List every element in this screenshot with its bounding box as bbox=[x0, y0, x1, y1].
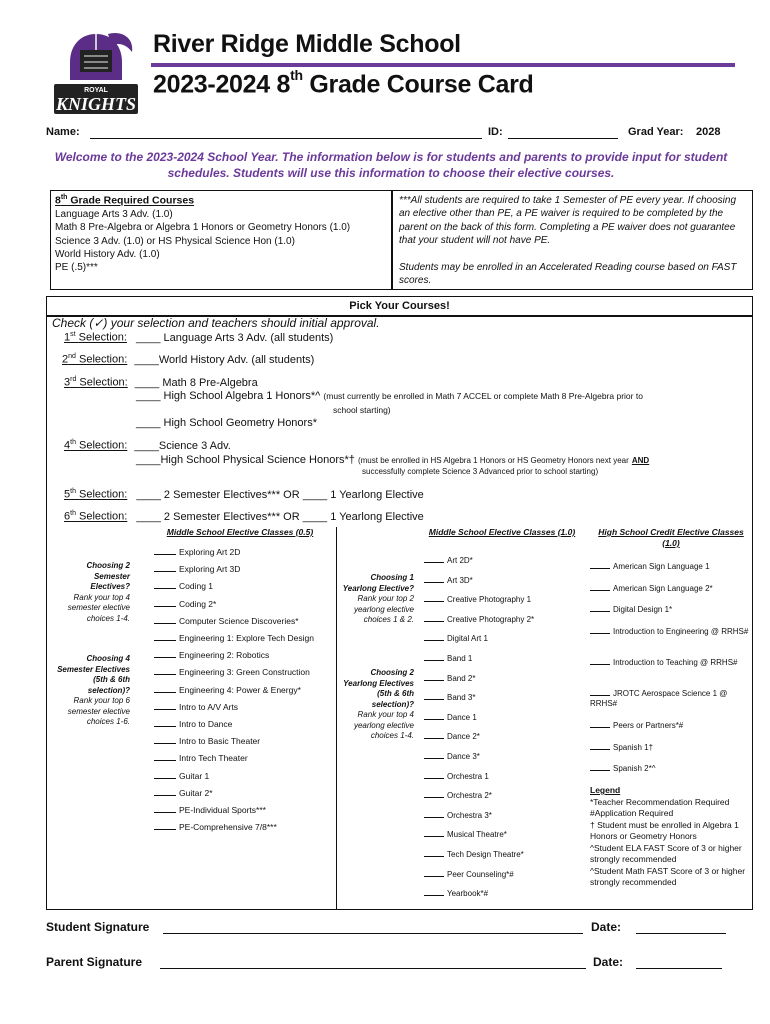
hs-elective-option[interactable] bbox=[590, 742, 750, 753]
elective-option[interactable] bbox=[154, 822, 277, 833]
elective-option[interactable] bbox=[424, 888, 488, 899]
elective-label: Orchestra 2* bbox=[447, 791, 492, 801]
legend bbox=[590, 785, 750, 889]
semester-note-1-body: Rank your top 4 semester elective choices 1-4. bbox=[67, 592, 130, 623]
legend-item: ^Student ELA FAST Score of 3 or higher strongly recommended bbox=[590, 842, 742, 864]
elective-option[interactable] bbox=[154, 650, 269, 661]
rank-blank[interactable] bbox=[424, 633, 444, 641]
rank-blank[interactable] bbox=[154, 581, 176, 589]
student-signature-label: Student Signature bbox=[46, 920, 150, 934]
elective-label: Computer Science Discoveries* bbox=[179, 615, 299, 626]
semester-note-2 bbox=[54, 654, 130, 728]
elective-label: Peers or Partners*# bbox=[613, 721, 684, 730]
hs-elective-option[interactable] bbox=[590, 626, 750, 637]
elective-label: Digital Design 1* bbox=[613, 605, 673, 614]
selection-5[interactable] bbox=[64, 488, 424, 501]
elective-option[interactable] bbox=[154, 805, 266, 816]
elective-option[interactable] bbox=[424, 653, 472, 664]
elective-option[interactable] bbox=[154, 599, 216, 610]
school-name: River Ridge Middle School bbox=[153, 30, 461, 58]
elective-option[interactable] bbox=[154, 702, 238, 713]
rank-blank[interactable] bbox=[424, 829, 444, 837]
elective-label: Engineering 1: Explore Tech Design bbox=[179, 633, 314, 643]
rank-blank[interactable] bbox=[590, 626, 610, 634]
parent-date-field[interactable] bbox=[636, 968, 722, 969]
elective-label: Spanish 2*^ bbox=[613, 764, 656, 773]
id-label: ID: bbox=[488, 126, 503, 138]
pe-note: ***All students are required to take 1 Semester of PE every year. If choosing an elective other than PE, a PE waiver is required to be completed by the parent on the back of this form. Completing a PE waiver does not guarantee that your student will not have PE. bbox=[399, 195, 737, 246]
elective-option[interactable] bbox=[154, 633, 314, 644]
rank-blank[interactable] bbox=[590, 763, 610, 771]
elective-option[interactable] bbox=[154, 581, 213, 592]
elective-label: Exploring Art 2D bbox=[179, 547, 241, 557]
required-course: World History Adv. (1.0) bbox=[55, 248, 160, 260]
elective-label: Musical Theatre* bbox=[447, 830, 507, 840]
elective-label: Band 3* bbox=[447, 693, 476, 703]
selection-1-label: 1st Selection: bbox=[64, 331, 127, 344]
semester-note-2-title: Choosing 4 Semester Electives (5th & 6th selection)? bbox=[57, 654, 130, 695]
legend-item: † Student must be enrolled in Algebra 1 Honors or Geometry Honors bbox=[590, 819, 739, 841]
yearlong-note-2-title: Choosing 2 Yearlong Electives (5th & 6th selection)? bbox=[343, 668, 414, 709]
rank-blank[interactable] bbox=[424, 771, 444, 779]
parent-signature-field[interactable] bbox=[160, 968, 586, 969]
hs-elective-option[interactable] bbox=[590, 763, 750, 774]
elective-label: Guitar 1 bbox=[179, 770, 210, 781]
selection-1[interactable] bbox=[64, 331, 333, 344]
selection-6-label: 6th Selection: bbox=[64, 510, 128, 523]
elective-label: Orchestra 1 bbox=[447, 771, 489, 781]
school-logo bbox=[50, 28, 142, 120]
elective-label: Digital Art 1 bbox=[447, 634, 488, 644]
hs-elective-option[interactable] bbox=[590, 657, 750, 668]
rank-blank[interactable] bbox=[424, 751, 444, 759]
elective-label: Exploring Art 3D bbox=[179, 564, 241, 575]
elective-label: PE-Comprehensive 7/8*** bbox=[179, 822, 277, 833]
title-rule bbox=[151, 63, 735, 67]
yearlong-note-1-title: Choosing 1 Yearlong Elective? bbox=[342, 573, 414, 593]
selection-3-option-b[interactable] bbox=[136, 390, 643, 402]
grad-year-value: 2028 bbox=[696, 126, 721, 138]
selection-2-text: ____World History Adv. (all students) bbox=[134, 353, 315, 366]
elective-label: Peer Counseling*# bbox=[447, 869, 514, 879]
elective-option[interactable] bbox=[424, 849, 524, 860]
name-field[interactable] bbox=[90, 138, 482, 139]
rank-blank[interactable] bbox=[590, 583, 610, 591]
elective-option[interactable] bbox=[424, 810, 492, 821]
req-title-sup: th bbox=[60, 194, 68, 201]
rank-blank[interactable] bbox=[590, 561, 610, 569]
rank-blank[interactable] bbox=[424, 869, 444, 877]
elective-option[interactable] bbox=[154, 736, 260, 747]
elective-label: PE-Individual Sports*** bbox=[179, 805, 266, 815]
elective-option[interactable] bbox=[424, 712, 477, 723]
grad-year-label: Grad Year: bbox=[628, 126, 684, 138]
rank-blank[interactable] bbox=[424, 692, 444, 700]
rank-blank[interactable] bbox=[424, 712, 444, 720]
rank-blank[interactable] bbox=[424, 673, 444, 681]
elective-label: Yearbook*# bbox=[447, 889, 489, 899]
selection-3-option-b-note: (must currently be enrolled in Math 7 ACCEL or complete Math 8 Pre-Algebra prior to bbox=[323, 391, 643, 401]
elective-option[interactable] bbox=[154, 788, 213, 799]
selection-2[interactable] bbox=[62, 353, 314, 366]
rank-blank[interactable] bbox=[424, 790, 444, 798]
selection-4[interactable] bbox=[64, 439, 231, 452]
hs-elective-option[interactable] bbox=[590, 720, 750, 731]
selection-3-option-a: ____ Math 8 Pre-Algebra bbox=[134, 376, 258, 389]
elective-label: American Sign Language 1 bbox=[613, 562, 710, 571]
elective-option[interactable] bbox=[154, 753, 248, 764]
column-divider bbox=[336, 527, 337, 909]
semester-electives-heading: Middle School Elective Classes (0.5) bbox=[166, 527, 314, 537]
rank-blank[interactable] bbox=[590, 742, 610, 750]
hs-elective-option[interactable] bbox=[590, 688, 750, 709]
required-courses-list bbox=[55, 208, 350, 274]
rank-blank[interactable] bbox=[154, 719, 176, 727]
rank-blank[interactable] bbox=[154, 805, 176, 813]
elective-label: Intro to Dance bbox=[179, 719, 233, 729]
selection-instruction: Check (✓) your selection and teachers should initial approval. bbox=[52, 316, 380, 330]
card-title-sup: th bbox=[290, 67, 303, 83]
selection-6-text: ____ 2 Semester Electives*** OR ____ 1 Yearlong Elective bbox=[136, 510, 424, 523]
selection-3[interactable] bbox=[64, 376, 258, 389]
selection-4-option-b-note: (must be enrolled in HS Algebra 1 Honors or HS Geometry Honors next year bbox=[357, 456, 629, 465]
student-date-label: Date: bbox=[591, 920, 622, 934]
legend-item: #Application Required bbox=[590, 808, 674, 818]
rank-blank[interactable] bbox=[424, 731, 444, 739]
rank-blank[interactable] bbox=[154, 667, 176, 675]
welcome-message: Welcome to the 2023-2024 School Year. The information below is for students and parents to provide input for student schedules. Students will use this information to choose their elective courses. bbox=[54, 150, 728, 180]
elective-label: Introduction to Engineering @ RRHS# bbox=[613, 627, 749, 636]
req-title-post: Grade Required Courses bbox=[67, 194, 195, 207]
name-label: Name: bbox=[46, 126, 80, 138]
elective-option[interactable] bbox=[424, 692, 475, 703]
selection-1-text: ____ Language Arts 3 Adv. (all students) bbox=[136, 331, 334, 344]
semester-note-2-body: Rank your top 6 semester elective choices 1-6. bbox=[67, 696, 130, 726]
semester-note-1-title: Choosing 2 Semester Electives? bbox=[86, 561, 130, 591]
rank-blank[interactable] bbox=[590, 688, 610, 696]
rank-blank[interactable] bbox=[154, 547, 176, 555]
rank-blank[interactable] bbox=[590, 720, 610, 728]
rank-blank[interactable] bbox=[590, 657, 610, 665]
elective-option[interactable] bbox=[154, 616, 299, 627]
elective-option[interactable] bbox=[424, 829, 507, 840]
selection-5-text: ____ 2 Semester Electives*** OR ____ 1 Yearlong Elective bbox=[136, 488, 424, 501]
elective-option[interactable] bbox=[424, 751, 480, 762]
elective-option[interactable] bbox=[424, 633, 488, 644]
elective-label: Dance 1 bbox=[447, 712, 477, 722]
yearlong-note-2-body: Rank your top 4 yearlong elective choices 1-4. bbox=[353, 710, 414, 740]
rank-blank[interactable] bbox=[154, 616, 176, 624]
yearlong-electives-heading: Middle School Elective Classes (1.0) bbox=[428, 527, 576, 537]
elective-label: American Sign Language 2* bbox=[613, 584, 713, 593]
elective-label: Introduction to Teaching @ RRHS# bbox=[613, 658, 738, 667]
yearlong-note-2 bbox=[340, 668, 414, 742]
required-course: Math 8 Pre-Algebra or Algebra 1 Honors or Geometry Honors (1.0) bbox=[55, 222, 351, 234]
rank-blank[interactable] bbox=[154, 753, 176, 761]
hs-credit-electives-heading: High School Credit Elective Classes (1.0) bbox=[598, 527, 744, 548]
selection-3-option-b-note2: school starting) bbox=[333, 405, 391, 415]
elective-label: Intro to Basic Theater bbox=[179, 736, 261, 747]
elective-label: Creative Photography 2* bbox=[447, 614, 535, 624]
elective-option[interactable] bbox=[154, 547, 240, 558]
pick-courses-title: Pick Your Courses! bbox=[46, 296, 753, 316]
rank-blank[interactable] bbox=[590, 604, 610, 612]
required-course: Language Arts 3 Adv. (1.0) bbox=[55, 209, 173, 220]
selection-4-option-b-text: ____High School Physical Science Honors*† bbox=[136, 454, 355, 466]
yearlong-note-1 bbox=[340, 573, 414, 626]
rank-blank[interactable] bbox=[154, 771, 176, 779]
elective-option[interactable] bbox=[424, 771, 489, 782]
elective-label: Dance 3* bbox=[447, 752, 480, 761]
required-course: PE (.5)*** bbox=[55, 262, 98, 274]
elective-label: Tech Design Theatre* bbox=[447, 850, 524, 859]
legend-item: ^Student Math FAST Score of 3 or higher strongly recommended bbox=[590, 865, 746, 887]
elective-label: Engineering 2: Robotics bbox=[179, 650, 270, 661]
rank-blank[interactable] bbox=[154, 822, 176, 830]
hs-elective-option[interactable] bbox=[590, 561, 750, 572]
selection-4-option-b-note2: successfully complete Science 3 Advanced prior to school starting) bbox=[362, 467, 599, 476]
rank-blank[interactable] bbox=[154, 702, 176, 710]
elective-option[interactable] bbox=[424, 790, 492, 801]
elective-option[interactable] bbox=[424, 594, 531, 605]
elective-label: Art 2D* bbox=[447, 556, 473, 565]
rank-blank[interactable] bbox=[424, 888, 444, 896]
elective-option[interactable] bbox=[154, 771, 209, 782]
selection-4-label: 4th Selection: bbox=[64, 439, 128, 452]
elective-label: Dance 2* bbox=[447, 732, 480, 742]
elective-option[interactable] bbox=[154, 685, 301, 696]
elective-label: JROTC Aerospace Science 1 @ RRHS# bbox=[590, 689, 728, 708]
hs-elective-option[interactable] bbox=[590, 604, 750, 615]
selection-2-label: 2nd Selection: bbox=[62, 353, 128, 366]
elective-label: Band 2* bbox=[447, 673, 476, 683]
selection-3-option-c[interactable]: ____ High School Geometry Honors* bbox=[136, 417, 317, 429]
notes-box bbox=[392, 190, 753, 290]
rank-blank[interactable] bbox=[424, 555, 444, 563]
elective-option[interactable] bbox=[424, 555, 473, 566]
selection-4-option-b-and: AND bbox=[631, 456, 650, 465]
elective-option[interactable] bbox=[424, 731, 480, 742]
selection-3-option-b-text: ____ High School Algebra 1 Honors*^ bbox=[136, 390, 321, 402]
rank-blank[interactable] bbox=[424, 653, 444, 661]
logo-text-top: ROYAL bbox=[84, 87, 108, 94]
rank-blank[interactable] bbox=[424, 575, 444, 583]
rank-blank[interactable] bbox=[154, 564, 176, 572]
rank-blank[interactable] bbox=[424, 810, 444, 818]
elective-option[interactable] bbox=[154, 667, 310, 678]
required-course: Science 3 Adv. (1.0) or HS Physical Science Hon (1.0) bbox=[55, 235, 295, 247]
rank-blank[interactable] bbox=[154, 736, 176, 744]
elective-label: Intro Tech Theater bbox=[179, 753, 248, 764]
elective-label: Creative Photography 1 bbox=[447, 595, 532, 605]
rank-blank[interactable] bbox=[154, 685, 176, 693]
id-field[interactable] bbox=[508, 138, 618, 139]
yearlong-note-1-body: Rank your top 2 yearlong elective choices 1 & 2. bbox=[353, 594, 414, 624]
parent-date-label: Date: bbox=[593, 955, 624, 969]
rank-blank[interactable] bbox=[424, 614, 444, 622]
elective-label: Art 3D* bbox=[447, 575, 473, 585]
required-courses-box bbox=[50, 190, 392, 290]
elective-label: Coding 2* bbox=[179, 598, 217, 609]
elective-option[interactable] bbox=[154, 719, 232, 730]
parent-signature-label: Parent Signature bbox=[46, 955, 143, 969]
elective-label: Band 1 bbox=[447, 654, 473, 663]
legend-item: *Teacher Recommendation Required bbox=[590, 796, 730, 807]
req-title-pre: 8 bbox=[55, 194, 61, 207]
selection-4-option-b[interactable] bbox=[136, 454, 649, 466]
selection-6[interactable] bbox=[64, 510, 424, 523]
card-title-pre: 2023-2024 8 bbox=[153, 70, 291, 99]
card-title bbox=[153, 67, 534, 99]
elective-label: Orchestra 3* bbox=[447, 810, 492, 820]
rank-blank[interactable] bbox=[154, 599, 176, 607]
elective-option[interactable] bbox=[424, 575, 473, 586]
rank-blank[interactable] bbox=[154, 650, 176, 658]
student-date-field[interactable] bbox=[636, 933, 726, 934]
hs-elective-option[interactable] bbox=[590, 583, 750, 594]
required-courses-title bbox=[55, 194, 194, 207]
rank-blank[interactable] bbox=[154, 633, 176, 641]
elective-label: Spanish 1† bbox=[613, 743, 654, 752]
elective-option[interactable] bbox=[424, 869, 514, 880]
rank-blank[interactable] bbox=[424, 849, 444, 857]
elective-label: Engineering 3: Green Construction bbox=[179, 667, 310, 678]
legend-title: Legend bbox=[590, 785, 621, 795]
elective-option[interactable] bbox=[424, 614, 534, 625]
semester-note-1 bbox=[54, 561, 130, 624]
reading-note: Students may be enrolled in an Accelerated Reading course based on FAST scores. bbox=[399, 262, 737, 287]
student-info-row bbox=[46, 126, 736, 142]
elective-label: Coding 1 bbox=[179, 581, 214, 592]
selection-4-option-a: ____Science 3 Adv. bbox=[134, 439, 231, 452]
selection-3-label: 3rd Selection: bbox=[64, 376, 128, 389]
selection-5-label: 5th Selection: bbox=[64, 488, 128, 501]
elective-option[interactable] bbox=[154, 564, 240, 575]
rank-blank[interactable] bbox=[154, 788, 176, 796]
student-signature-field[interactable] bbox=[163, 933, 583, 934]
rank-blank[interactable] bbox=[424, 594, 444, 602]
logo-text: KNIGHTS bbox=[55, 94, 137, 114]
elective-label: Guitar 2* bbox=[179, 787, 213, 798]
elective-label: Intro to A/V Arts bbox=[179, 701, 239, 712]
elective-label: Engineering 4: Power & Energy* bbox=[179, 684, 301, 695]
card-title-post: Grade Course Card bbox=[302, 70, 534, 99]
elective-option[interactable] bbox=[424, 673, 475, 684]
